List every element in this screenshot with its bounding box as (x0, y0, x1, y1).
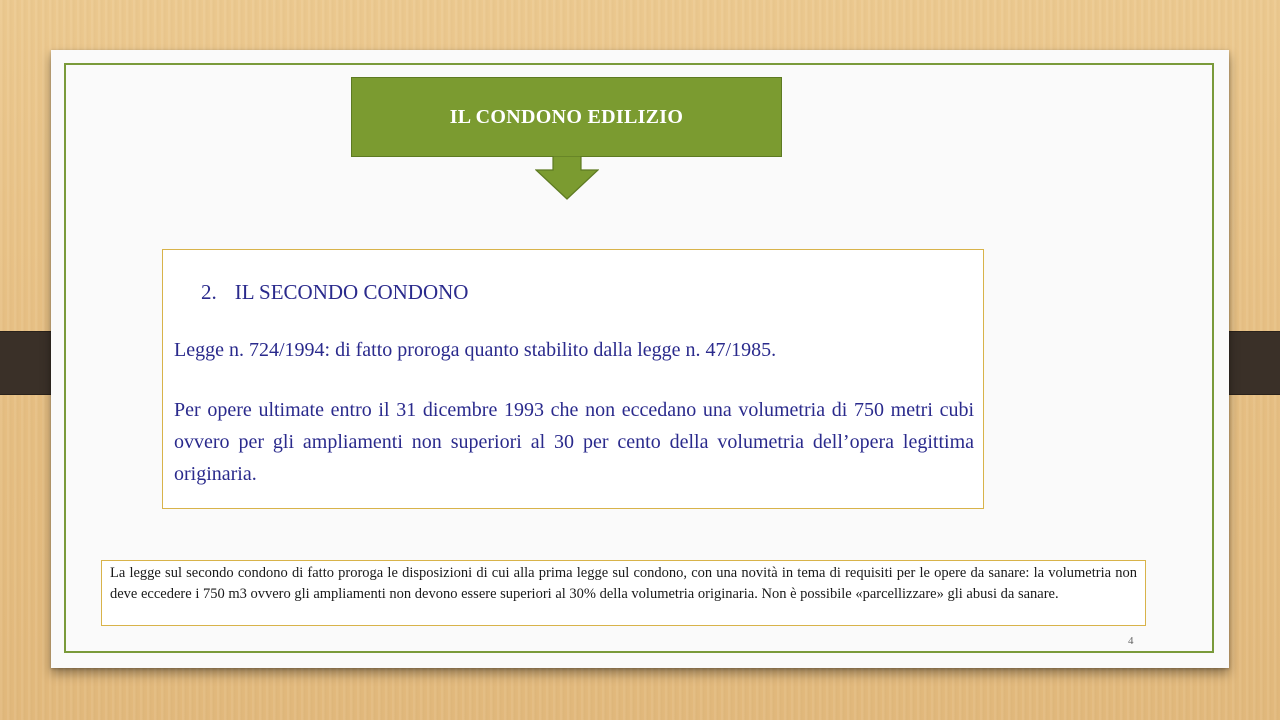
slide-title-box (351, 77, 782, 157)
requirements-paragraph: Per opere ultimate entro il 31 dicembre 1993 che non eccedano una volumetria di 750 metri cubi ovvero per gli ampliamenti non superiori al 30 per cento della volumetria dell’opera legittima originaria. (174, 399, 974, 485)
section-heading (201, 280, 468, 305)
page-number: 4 (1128, 635, 1134, 647)
law-reference-paragraph: Legge n. 724/1994: di fatto proroga quanto stabilito dalla legge n. 47/1985. (174, 339, 777, 361)
summary-note: La legge sul secondo condono di fatto proroga le disposizioni di cui alla prima legge sul condono, con una novità in tema di requisiti per le opere da sanare: la volumetria non deve eccedere i 750 m3 ovvero gli ampliamenti non devono essere superiori al 30% della volumetria originaria. Non è possibile «parcellizzare» gli abusi da sanare. (101, 560, 1146, 626)
slide-title: IL CONDONO EDILIZIO (449, 105, 684, 128)
section-number: 2. (201, 280, 217, 304)
content-box (162, 249, 984, 509)
down-arrow-icon (535, 156, 599, 200)
slide-paper (51, 50, 1229, 668)
section-title: IL SECONDO CONDONO (234, 280, 469, 304)
